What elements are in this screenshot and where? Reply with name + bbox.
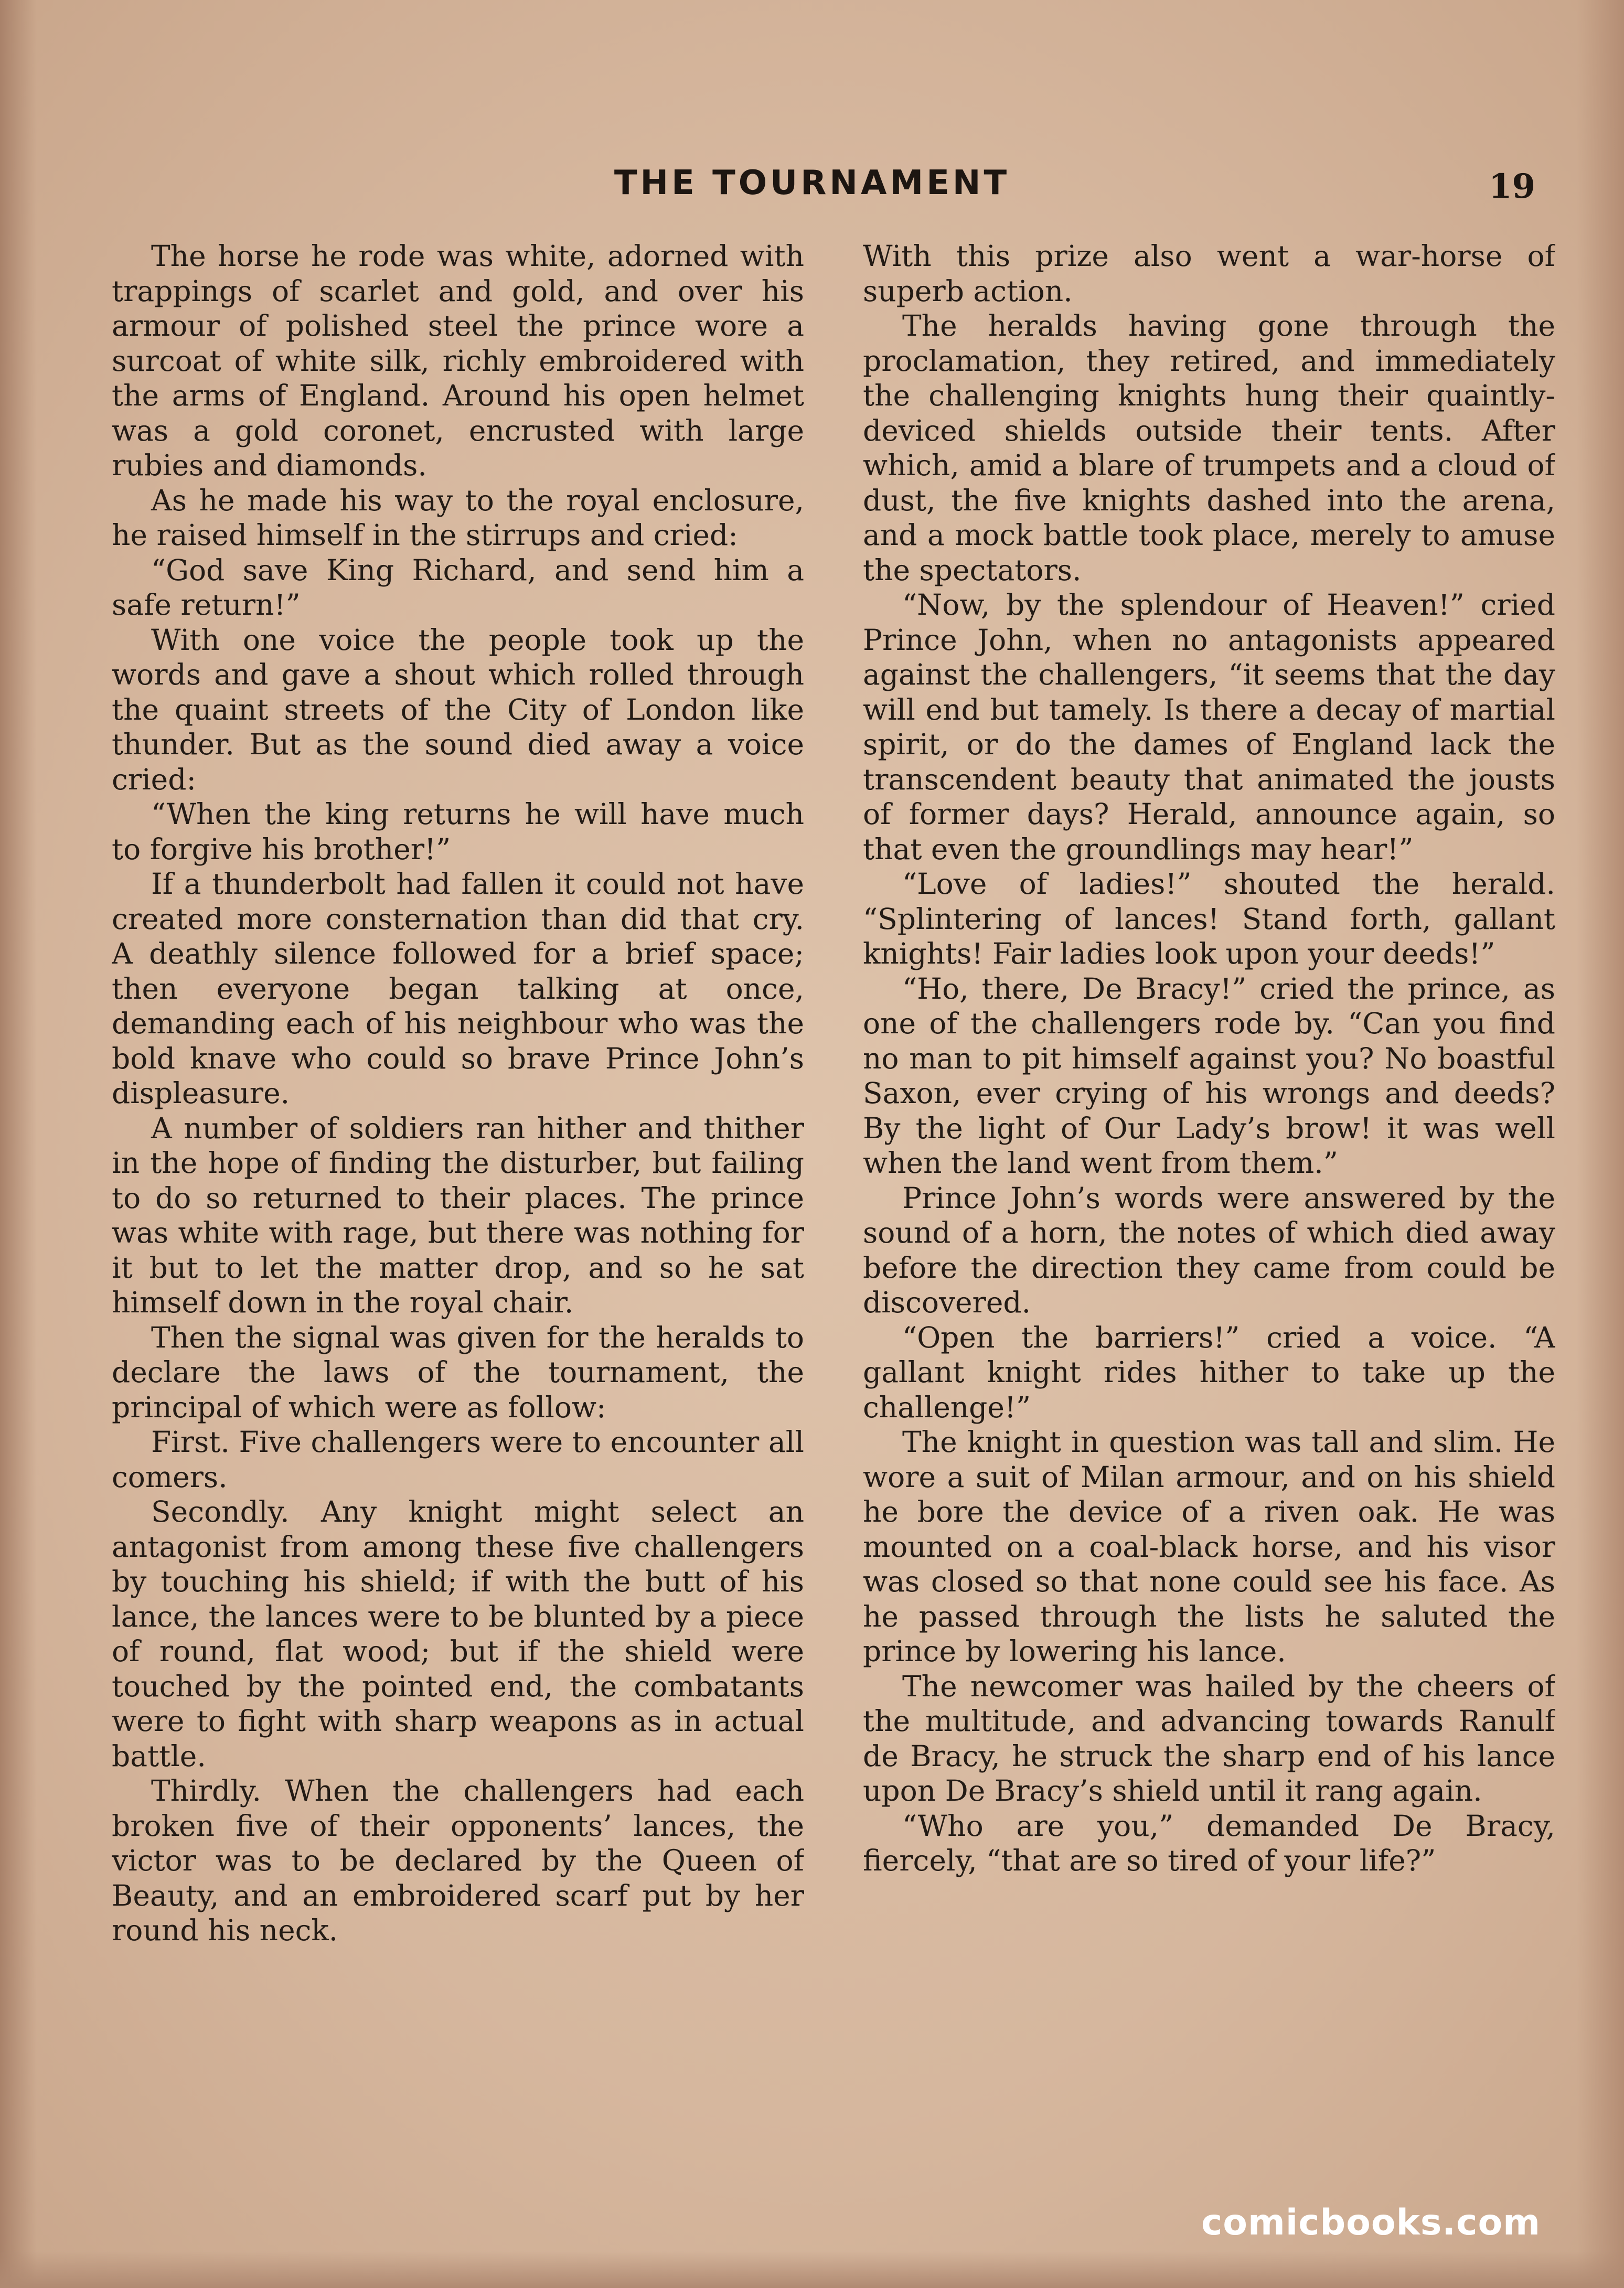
paragraph: “Love of ladies!” shouted the herald. “Splintering of lances! Stand forth, gallant knights! Fair ladies look upon your deeds!” — [863, 867, 1555, 970]
paragraph: The horse he rode was white, adorned with trappings of scarlet and gold, and over his armour of polished steel the prince wore a surcoat of white silk, richly embroidered with the arms of England. Around his open helmet was a gold coronet, encrusted with large rubies and diamonds. — [112, 239, 804, 482]
paragraph: Thirdly. When the challengers had each broken five of their opponents’ lances, the victor was to be declared by the Queen of Beauty, and an embroidered scarf put by her round his neck. — [112, 1774, 804, 1947]
paragraph: “Ho, there, De Bracy!” cried the prince, as one of the challengers rode by. “Can you find no man to pit himself against you? No boastful Saxon, ever crying of his wrongs and deeds? By the light of Our Lady’s brow! it was well when the land went from them.” — [863, 971, 1555, 1180]
paragraph: “Now, by the splendour of Heaven!” cried Prince John, when no antagonists appeared against the challengers, “it seems that the day will end but tamely. Is there a decay of martial spirit, or do the dames of England lack the transcendent beauty that animated the jousts of former days? Herald, announce again, so that even the groundlings may hear!” — [863, 588, 1555, 866]
paragraph: Prince John’s words were answered by the sound of a horn, the notes of which died away before the direction they came from could be discovered. — [863, 1181, 1555, 1319]
paragraph: With one voice the people took up the words and gave a shout which rolled through the quaint streets of the City of London like thunder. But as the sound died away a voice cried: — [112, 623, 804, 796]
text-column-right — [863, 239, 1555, 2179]
paragraph: As he made his way to the royal enclosure, he raised himself in the stirrups and cried: — [112, 483, 804, 552]
text-column-left — [112, 239, 804, 2179]
paragraph: “Open the barriers!” cried a voice. “A gallant knight rides hither to take up the challenge!” — [863, 1320, 1555, 1424]
paragraph: The knight in question was tall and slim. He wore a suit of Milan armour, and on his shield he bore the device of a riven oak. He was mounted on a coal-black horse, and his visor was closed so that none could see his face. As he passed through the lists he saluted the prince by lowering his lance. — [863, 1425, 1555, 1668]
paragraph: Secondly. Any knight might select an antagonist from among these five challengers by touching his shield; if with the butt of his lance, the lances were to be blunted by a piece of round, flat wood; but if the shield were touched by the pointed end, the combatants were to fight with sharp weapons as in actual battle. — [112, 1495, 804, 1773]
paragraph: If a thunderbolt had fallen it could not have created more consternation than did that cry. A deathly silence followed for a brief space; then everyone began talking at once, demanding each of his neighbour who was the bold knave who could so brave Prince John’s displeasure. — [112, 867, 804, 1110]
paragraph: “When the king returns he will have much to forgive his brother!” — [112, 797, 804, 866]
paragraph-continuation: With this prize also went a war-horse of superb action. — [863, 239, 1555, 308]
page-edge-shadow-left — [0, 0, 37, 2288]
watermark-text: comicbooks.com — [1201, 2202, 1541, 2243]
paragraph: The newcomer was hailed by the cheers of the multitude, and advancing towards Ranulf de Bracy, he struck the sharp end of his lance upon De Bracy’s shield until it rang again. — [863, 1669, 1555, 1808]
page-edge-shadow-bottom — [0, 2251, 1624, 2288]
paragraph: Then the signal was given for the heralds to declare the laws of the tournament, the principal of which were as follow: — [112, 1320, 804, 1424]
paragraph: A number of soldiers ran hither and thither in the hope of finding the disturber, but failing to do so returned to their places. The prince was white with rage, but there was nothing for it but to let the matter drop, and so he sat himself down in the royal chair. — [112, 1111, 804, 1319]
paragraph: “Who are you,” demanded De Bracy, fiercely, “that are so tired of your life?” — [863, 1809, 1555, 1877]
paragraph: The heralds having gone through the proclamation, they retired, and immediately the challenging knights hung their quaintly-deviced shields outside their tents. After which, amid a blare of trumpets and a cloud of dust, the five knights dashed into the arena, and a mock battle took place, merely to amuse the spectators. — [863, 309, 1555, 587]
paragraph: First. Five challengers were to encounter all comers. — [112, 1425, 804, 1494]
page-edge-shadow-right — [1577, 0, 1624, 2288]
page-number: 19 — [1489, 167, 1536, 206]
paragraph: “God save King Richard, and send him a safe return!” — [112, 553, 804, 622]
running-head-title: THE TOURNAMENT — [614, 164, 1010, 202]
